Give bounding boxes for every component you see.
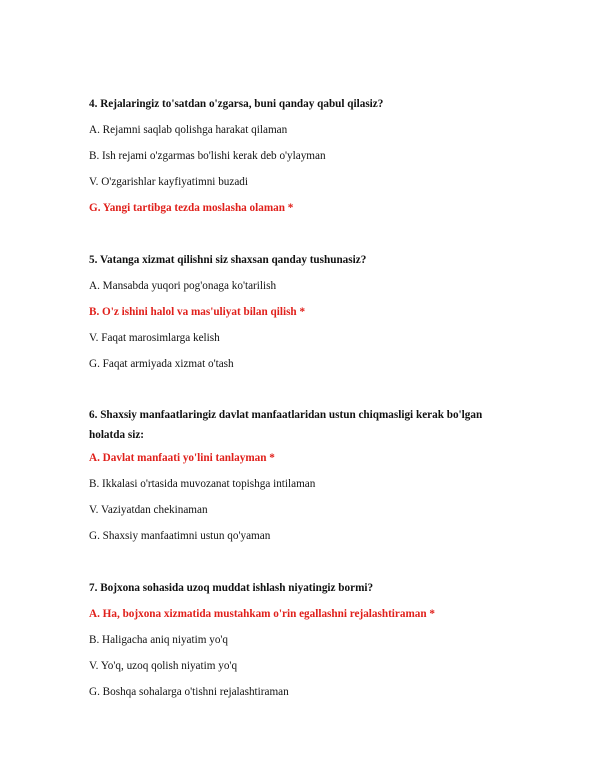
question-7: 7. Bojxona sohasida uzoq muddat ishlash niyatingiz bormi? <box>89 582 374 594</box>
q7-option-b: B. Haligacha aniq niyatim yo'q <box>89 634 229 646</box>
q5-option-v: V. Faqat marosimlarga kelish <box>89 332 220 344</box>
q6-option-b: B. Ikkalasi o'rtasida muvozanat topishga intilaman <box>89 478 316 490</box>
q4-option-b: B. Ish rejami o'zgarmas bo'lishi kerak deb o'ylayman <box>89 150 326 162</box>
q4-option-g-correct: G. Yangi tartibga tezda moslasha olaman * <box>89 202 294 214</box>
q7-option-v: V. Yo'q, uzoq qolish niyatim yo'q <box>89 660 238 672</box>
q6-option-v: V. Vaziyatdan chekinaman <box>89 504 208 516</box>
q5-option-g: G. Faqat armiyada xizmat o'tash <box>89 358 234 370</box>
question-4: 4. Rejalaringiz to'satdan o'zgarsa, buni qanday qabul qilasiz? <box>89 98 384 110</box>
q7-option-a-correct: A. Ha, bojxona xizmatida mustahkam o'rin egallashni rejalashtiraman * <box>89 608 436 620</box>
q6-option-g: G. Shaxsiy manfaatimni ustun qo'yaman <box>89 530 271 542</box>
question-5: 5. Vatanga xizmat qilishni siz shaxsan qanday tushunasiz? <box>89 254 367 266</box>
q4-option-a: A. Rejamni saqlab qolishga harakat qilaman <box>89 124 288 136</box>
q5-option-a: A. Mansabda yuqori pog'onaga ko'tarilish <box>89 280 277 292</box>
question-6: 6. Shaxsiy manfaatlaringiz davlat manfaatlaridan ustun chiqmasligi kerak bo'lgan holatda siz: <box>89 409 483 441</box>
q5-option-b-correct: B. O'z ishini halol va mas'uliyat bilan qilish * <box>89 306 306 318</box>
q6-option-a-correct: A. Davlat manfaati yo'lini tanlayman * <box>89 452 275 464</box>
q7-option-g: G. Boshqa sohalarga o'tishni rejalashtiraman <box>89 686 289 698</box>
q4-option-v: V. O'zgarishlar kayfiyatimni buzadi <box>89 176 249 188</box>
